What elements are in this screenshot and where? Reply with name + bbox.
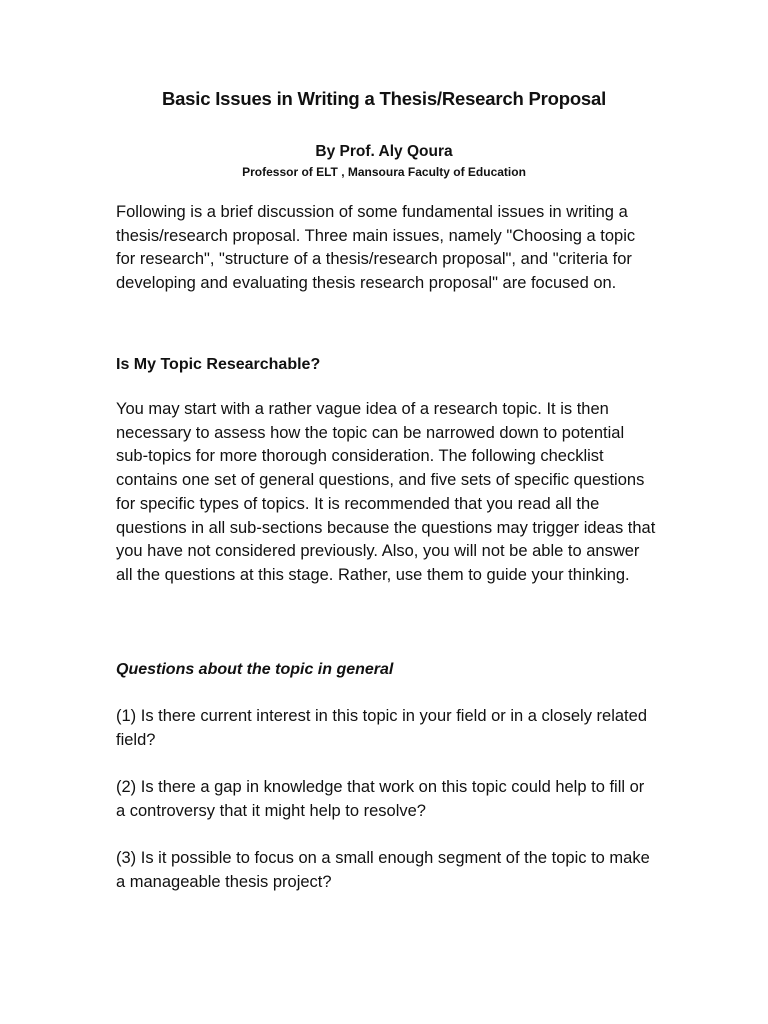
researchable-paragraph: You may start with a rather vague idea of a research topic. It is then necessary to assess how the topic can be narrowed down to potential sub-topics for more thorough consideration. The following checklist contains one set of general questions, and five sets of specific questions for specific types of topics. It is recommended that you read all the questions in all sub-sections because the questions may trigger ideas that you have not considered previously. Also, you will not be able to answer all the questions at this stage. Rather, use them to guide your thinking. (116, 400, 656, 584)
section-heading-researchable: Is My Topic Researchable? (116, 356, 321, 373)
question-item-3: (3) Is it possible to focus on a small enough segment of the topic to make a manageable thesis project? (116, 849, 650, 891)
question-item-1: (1) Is there current interest in this topic in your field or in a closely related field? (116, 707, 647, 749)
intro-paragraph: Following is a brief discussion of some fundamental issues in writing a thesis/research proposal. Three main issues, namely "Choosing a topic for research", "structure of a thesis/research proposal", and "criteria for developing and evaluating thesis research proposal" are focused on. (116, 203, 636, 293)
section-heading-general-questions: Questions about the topic in general (116, 661, 394, 678)
document-author: By Prof. Aly Qoura (315, 143, 453, 160)
question-item-2: (2) Is there a gap in knowledge that work on this topic could help to fill or a controversy that it might help to resolve? (116, 778, 645, 820)
document-title: Basic Issues in Writing a Thesis/Research Proposal (161, 88, 607, 109)
author-affiliation: Professor of ELT , Mansoura Faculty of Education (242, 165, 526, 179)
